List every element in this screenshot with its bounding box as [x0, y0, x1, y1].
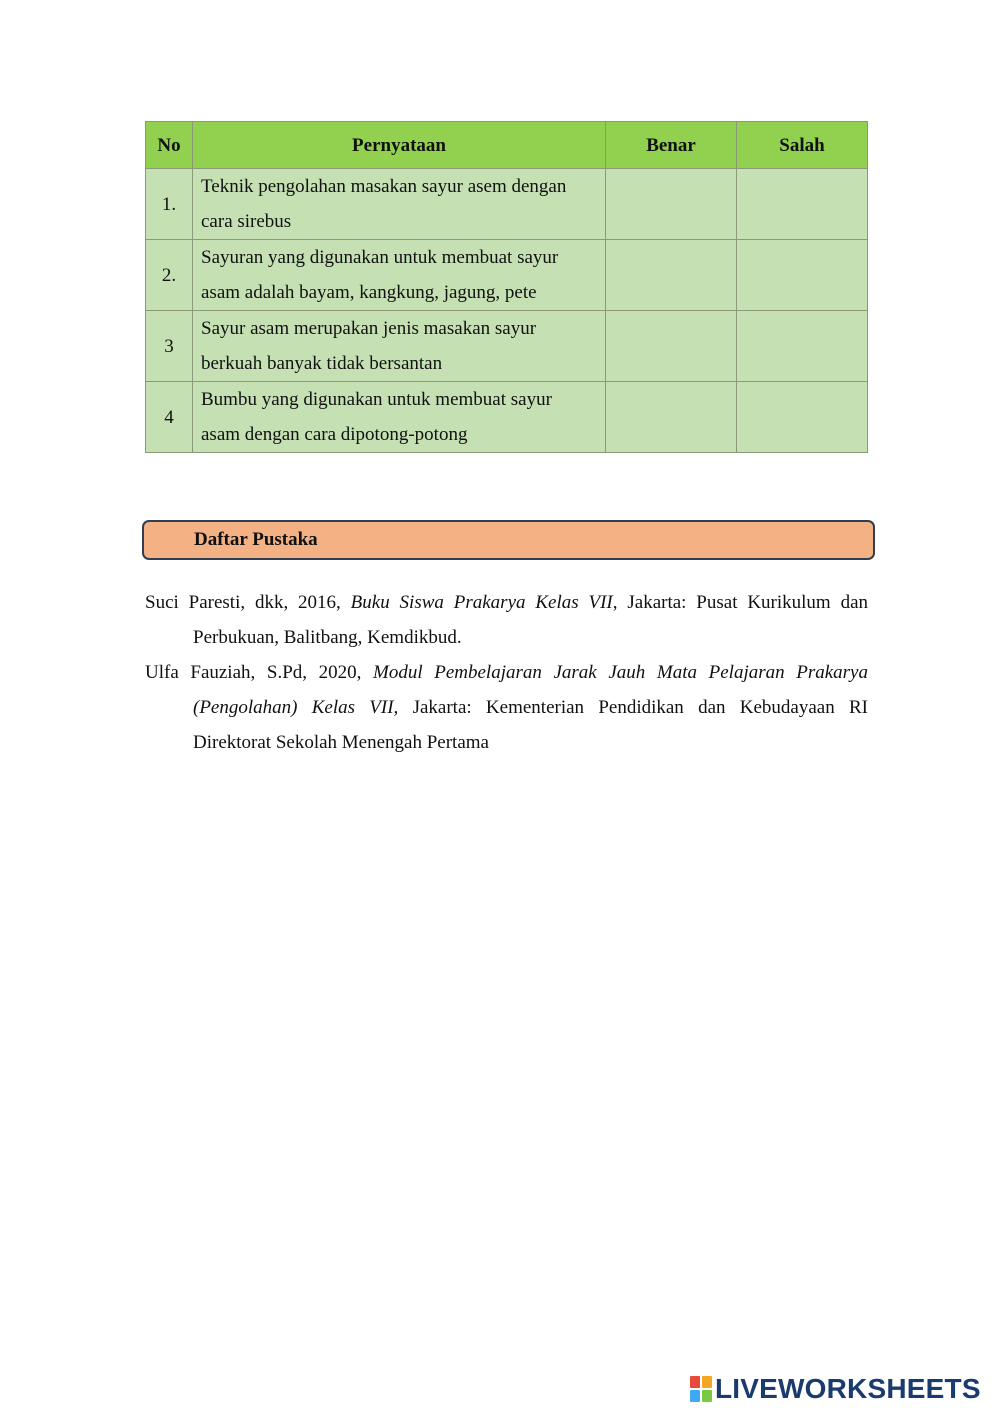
bibliography-header: [142, 520, 875, 560]
reference-publisher: Jakarta: Kementerian Pendidikan dan Kebudayaan RI Direktorat Sekolah Menengah Pertama: [193, 697, 869, 753]
statement-line: Sayur asam merupakan jenis masakan sayur: [201, 318, 537, 339]
table-row: [146, 382, 868, 453]
answer-true-cell[interactable]: [606, 311, 737, 382]
answer-true-cell[interactable]: [606, 382, 737, 453]
row-statement: [193, 311, 606, 382]
table-row: [146, 169, 868, 240]
statement-line: asam dengan cara dipotong-potong: [201, 424, 468, 445]
answer-false-cell[interactable]: [737, 311, 868, 382]
reference-author: Suci Paresti, dkk, 2016,: [145, 592, 351, 613]
answer-false-cell[interactable]: [737, 240, 868, 311]
answer-true-cell[interactable]: [606, 240, 737, 311]
row-number: 2.: [146, 240, 193, 311]
reference-item: [145, 585, 868, 655]
logo-square-icon: [702, 1376, 712, 1388]
answer-false-cell[interactable]: [737, 169, 868, 240]
liveworksheets-logo: [690, 1372, 981, 1406]
row-statement: [193, 382, 606, 453]
reference-list: [145, 585, 868, 760]
row-statement: [193, 240, 606, 311]
table-row: [146, 240, 868, 311]
statement-line: berkuah banyak tidak bersantan: [201, 353, 443, 374]
logo-mark-icon: [690, 1376, 712, 1402]
header-no: No: [146, 122, 193, 169]
row-number: 1.: [146, 169, 193, 240]
header-false: Salah: [737, 122, 868, 169]
bibliography-title: Daftar Pustaka: [194, 529, 318, 550]
reference-author: Ulfa Fauziah, S.Pd, 2020,: [145, 662, 373, 683]
row-number: 3: [146, 311, 193, 382]
logo-square-icon: [690, 1376, 700, 1388]
statement-line: cara sirebus: [201, 211, 292, 232]
header-statement: Pernyataan: [193, 122, 606, 169]
table-row: [146, 311, 868, 382]
logo-text: LIVEWORKSHEETS: [715, 1373, 981, 1404]
statement-line: Teknik pengolahan masakan sayur asem dengan: [201, 176, 567, 197]
reference-title: Modul Pembelajaran Jarak Jauh Mata Pelajaran Prakarya (Pengolahan) Kelas VII,: [193, 662, 868, 718]
answer-false-cell[interactable]: [737, 382, 868, 453]
reference-publisher: , Jakarta: Pusat Kurikulum dan Perbukuan, Balitbang, Kemdikbud.: [193, 592, 868, 648]
logo-square-icon: [690, 1390, 700, 1402]
row-statement: [193, 169, 606, 240]
header-true: Benar: [606, 122, 737, 169]
true-false-table: [145, 121, 868, 453]
table-header-row: [146, 122, 868, 169]
statement-line: Bumbu yang digunakan untuk membuat sayur: [201, 389, 552, 410]
answer-true-cell[interactable]: [606, 169, 737, 240]
statement-line: Sayuran yang digunakan untuk membuat sayur: [201, 247, 559, 268]
logo-square-icon: [702, 1390, 712, 1402]
statement-line: asam adalah bayam, kangkung, jagung, pete: [201, 282, 537, 303]
reference-item: [145, 655, 868, 760]
reference-title: Buku Siswa Prakarya Kelas VII: [350, 592, 613, 613]
row-number: 4: [146, 382, 193, 453]
